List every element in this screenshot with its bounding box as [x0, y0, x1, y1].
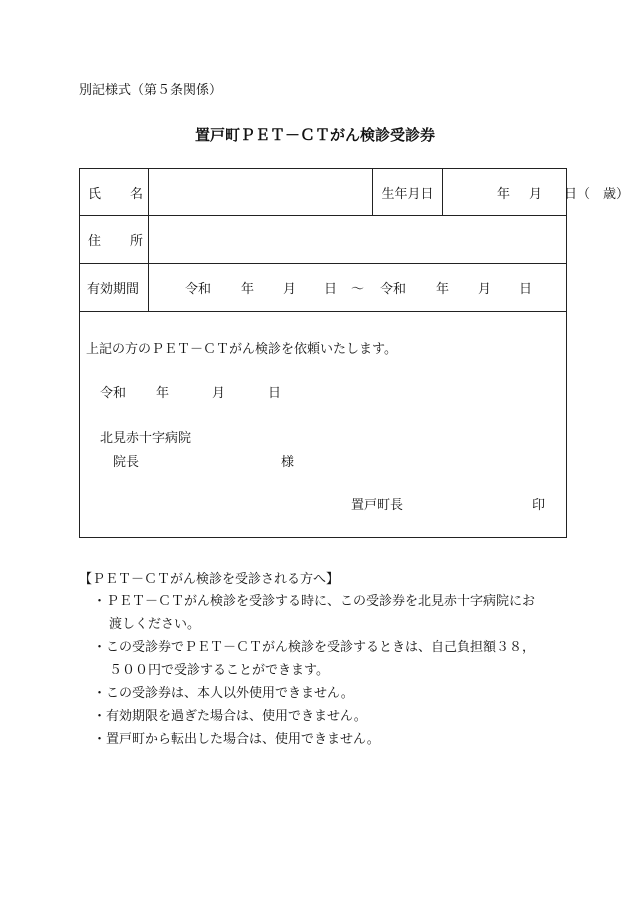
- validity-month-end: 月: [478, 282, 492, 297]
- mayor-title: 置戸町長: [351, 498, 404, 513]
- note-line: 渡しください。: [109, 617, 201, 632]
- validity-month-start: 月: [283, 282, 297, 297]
- coupon-form: [79, 168, 630, 538]
- seal-mark: 印: [532, 498, 546, 513]
- honorific: 様: [281, 455, 295, 470]
- dob-field[interactable]: [443, 169, 630, 215]
- validity-tilde: ～: [351, 282, 365, 297]
- address-label-char-2: 所: [130, 234, 144, 249]
- validity-day-end: 日: [519, 282, 533, 297]
- dob-label: 生年月日: [373, 169, 443, 215]
- note-line: ５００円で受診することができます。: [109, 663, 329, 678]
- address-field[interactable]: [149, 216, 568, 263]
- request-date-year: 年: [156, 386, 170, 401]
- validity-era-end: 令和: [380, 282, 407, 297]
- request-text: 上記の方のＰＥＴ－ＣＴがん検診を依頼いたします。: [86, 342, 397, 357]
- dob-month: 月: [529, 186, 543, 202]
- name-label-char-1: 氏: [88, 186, 102, 202]
- note-line: ・有効期限を過ぎた場合は、使用できません。: [93, 709, 367, 724]
- form-reference: 別記様式（第５条関係）: [79, 83, 223, 98]
- notes-heading: 【ＰＥＴ－ＣＴがん検診を受診される方へ】: [79, 572, 340, 587]
- hospital-director: 院長: [113, 455, 140, 470]
- validity-period: [149, 264, 568, 311]
- request-date-day: 日: [268, 386, 282, 401]
- validity-year-end: 年: [436, 282, 450, 297]
- hospital-name: 北見赤十字病院: [100, 431, 192, 446]
- dob-day: 日（: [564, 186, 591, 202]
- name-label-char-2: 名: [130, 186, 144, 202]
- note-line: ・この受診券は、本人以外使用できません。: [93, 686, 354, 701]
- address-row: [80, 216, 566, 264]
- name-field[interactable]: [149, 169, 373, 215]
- note-line: ・ＰＥＴ－ＣＴがん検診を受診する時に、この受診券を北見赤十字病院にお: [93, 594, 536, 609]
- validity-era-start: 令和: [185, 282, 212, 297]
- name-dob-row: [80, 169, 630, 216]
- validity-day-start: 日: [324, 282, 338, 297]
- note-line: ・この受診券でＰＥＴ－ＣＴがん検診を受診するときは、自己負担額３８，: [93, 640, 536, 655]
- address-label-char-1: 住: [88, 234, 102, 249]
- address-label: [80, 216, 149, 263]
- name-label: [80, 169, 149, 215]
- validity-year-start: 年: [241, 282, 255, 297]
- document-title: 置戸町ＰＥＴ－ＣＴがん検診受診券: [194, 126, 435, 144]
- validity-row: [80, 264, 566, 312]
- dob-year: 年: [497, 186, 511, 202]
- request-date-month: 月: [212, 386, 226, 401]
- validity-label: 有効期間: [80, 264, 149, 311]
- note-line: ・置戸町から転出した場合は、使用できません。: [93, 732, 380, 747]
- dob-age: 歳）: [603, 186, 630, 202]
- request-date-era: 令和: [100, 386, 127, 401]
